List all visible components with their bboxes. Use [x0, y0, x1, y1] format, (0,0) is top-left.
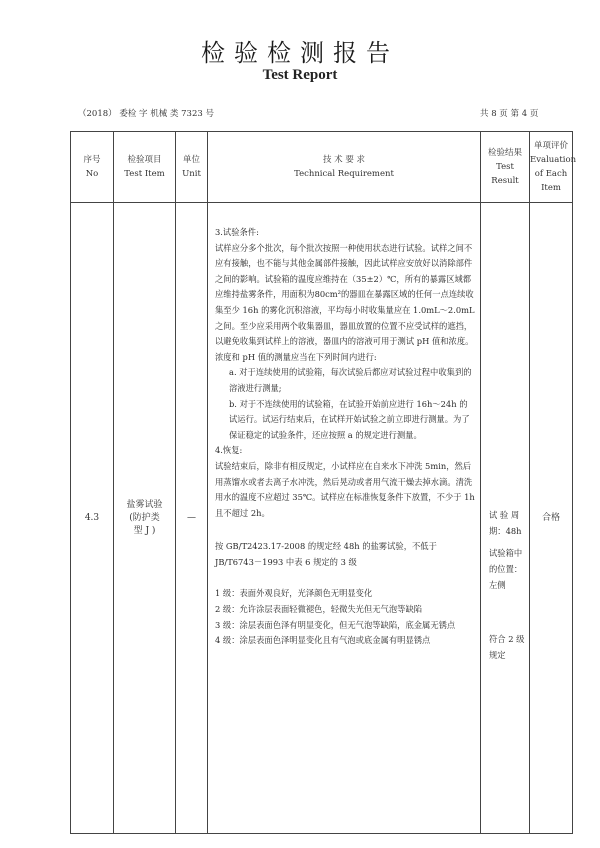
- header-evaluation-en1: Evaluation: [530, 155, 577, 165]
- condition-a: a. 对于连续使用的试验箱，每次试验后都应对试验过程中收集到的溶液进行测量;: [229, 367, 472, 393]
- header-result: [481, 132, 530, 203]
- header-unit-cn: 单位: [182, 155, 200, 165]
- standard-statement: 按 GB/T2423.17-2008 的规定经 48h 的盐雾试验，不低于 JB/T6743－1993 中表 6 规定的 3 级: [215, 541, 437, 567]
- header-result-en2: Result: [491, 176, 519, 186]
- row-result: [481, 203, 530, 834]
- report-title-cn: 检验检测报告: [201, 39, 399, 67]
- row-no: 4.3: [71, 203, 114, 834]
- test-conditions-title: 3.试验条件:: [215, 227, 259, 237]
- test-conditions-body: 试样应分多个批次，每个批次按照一种使用状态进行试验。试样之间不应有接触，也不能与其他金属部件接触，因此试样应安放好以消除部件之间的影响。试验箱的温度应维持在（35±2）℃，所有的暴露区域都应维持盐雾条件，用面积为80cm²的器皿在暴露区域的任何一点连续收集至少 16h 的雾化沉积溶液，平均每小时收集量应在 1.0mL～2.0mL 之间。至少应采用两个收集器皿，器皿放置的位置不应受试样的遮挡，以避免收集到试样上的溶液，器皿内的溶液可用于测试 pH 值和浓度。浓度和 pH 值的测量应当在下列时间内进行:: [215, 242, 475, 362]
- header-item-cn: 检验项目: [127, 155, 162, 165]
- grade-2: 2 级：允许涂层表面轻微褪色，轻微失光但无气泡等缺陷: [215, 604, 423, 615]
- report-number: （2018） 委检 字 机械 类 7323 号: [78, 109, 214, 119]
- row-evaluation: 合格: [530, 203, 573, 834]
- header-evaluation-cn: 单项评价: [533, 141, 568, 151]
- result-position: 试验箱中的位置：左侧: [489, 548, 523, 590]
- header-result-cn: 检验结果: [487, 148, 522, 158]
- header-item: [114, 132, 176, 203]
- header-requirement-en: Technical Requirement: [294, 169, 394, 179]
- header-result-en1: Test: [496, 162, 514, 172]
- row-test-item-line1: 盐雾试验: [126, 499, 163, 510]
- result-grade: 符合 2 级规定: [489, 634, 525, 660]
- grade-3: 3 级：涂层表面色泽有明显变化，但无气泡等缺陷，底金属无锈点: [215, 619, 456, 630]
- row-requirement: [208, 203, 481, 834]
- report-title-en: Test Report: [262, 67, 338, 83]
- header-evaluation-en3: Item: [541, 183, 561, 193]
- result-text: [481, 203, 529, 663]
- row-test-item-line2: (防护类: [129, 512, 160, 523]
- header-no-en: No: [85, 169, 99, 179]
- recovery-title: 4.恢复:: [215, 445, 243, 456]
- row-test-item-line3: 型 J ): [133, 525, 156, 536]
- condition-b: b. 对于不连续使用的试验箱，在试验开始前应进行 16h～24h 的试运行。试运行结束后，在试样开始试验之前立即进行测量。为了保证稳定的试验条件，还应按照 a 的规定进行测量。: [229, 398, 470, 440]
- test-table: [70, 131, 577, 834]
- header-requirement-cn: 技 术 要 求: [322, 155, 366, 165]
- header-evaluation-en2: of Each: [534, 169, 568, 179]
- recovery-body: 试验结束后，除非有相反规定，小试样应在自来水下冲洗 5min，然后用蒸馏水或者去离子水冲洗，然后晃动或者用气流干燥去掉水滴。清洗用水的温度不应超过 35℃。试样应在标准恢复条件下放置，不少于 1h 且不超过 2h。: [215, 460, 475, 518]
- header-unit-en: Unit: [182, 169, 201, 179]
- row-unit: —: [176, 203, 208, 834]
- page-info: 共 8 页 第 4 页: [480, 109, 539, 119]
- header-unit: [176, 132, 208, 203]
- header-item-en: Test Item: [124, 169, 165, 179]
- header-no: [71, 132, 114, 203]
- grade-4: 4 级：涂层表面色泽明显变化且有气泡或底金属有明显锈点: [215, 635, 431, 646]
- requirement-text: [208, 203, 480, 649]
- header-evaluation: [530, 132, 577, 203]
- grade-1: 1 级：表面外观良好，光泽颜色无明显变化: [215, 588, 373, 599]
- table-header-row: [71, 132, 573, 203]
- header-no-cn: 序号: [83, 155, 101, 165]
- result-period: 试 验 周 期：48h: [489, 510, 522, 536]
- header-requirement: [208, 132, 481, 203]
- table-row: [71, 203, 573, 834]
- row-test-item: [114, 203, 176, 834]
